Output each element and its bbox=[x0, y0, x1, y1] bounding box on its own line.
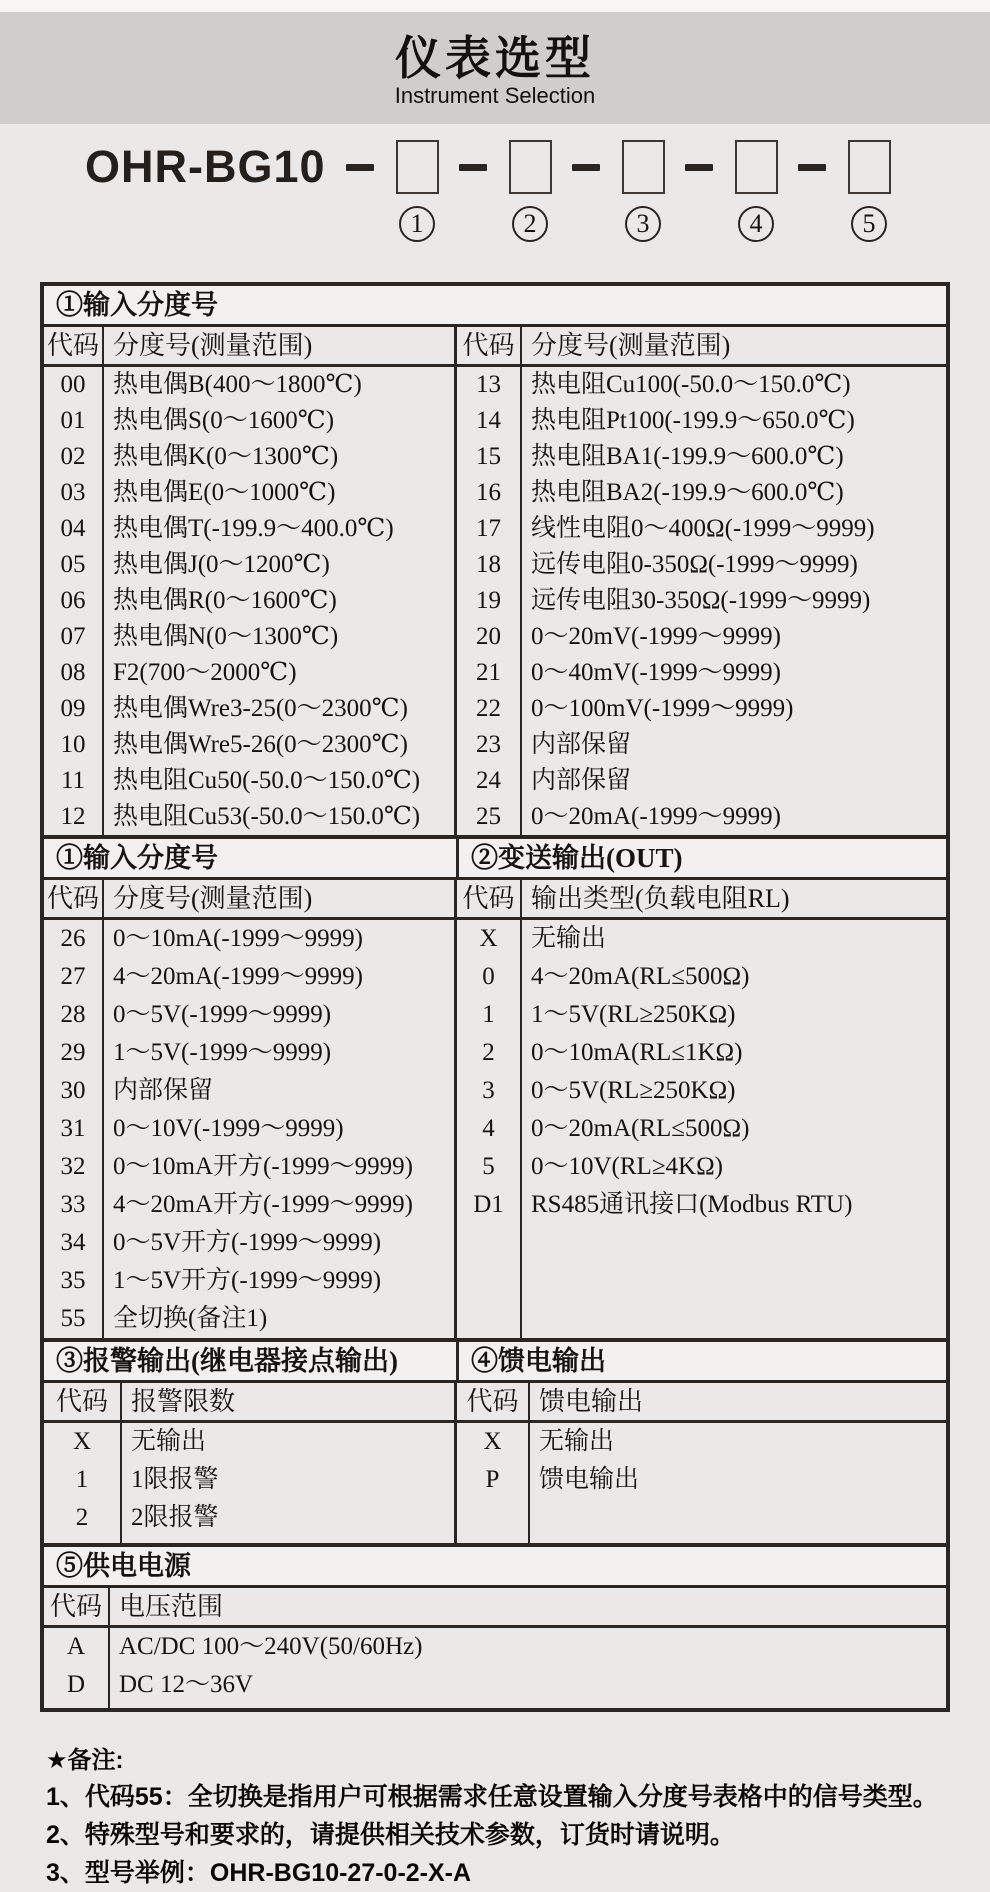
desc-cell: 热电偶R(0～1600℃) bbox=[113, 587, 337, 614]
code-cell: 0 bbox=[482, 963, 495, 990]
code-cell: A bbox=[66, 1633, 86, 1660]
code-cell: 2 bbox=[482, 1039, 495, 1066]
code-cell: 10 bbox=[60, 731, 86, 758]
code-cell: X bbox=[483, 1428, 502, 1455]
model-segment bbox=[439, 140, 552, 242]
desc-column bbox=[520, 920, 946, 1338]
code-box bbox=[509, 140, 552, 194]
code-cell: 3 bbox=[482, 1077, 495, 1104]
desc-cell: 内部保留 bbox=[531, 731, 632, 758]
code-cell: 06 bbox=[60, 587, 86, 614]
desc-cell: 热电阻BA1(-199.9～600.0℃) bbox=[531, 443, 844, 470]
desc-cell: 热电阻BA2(-199.9～600.0℃) bbox=[531, 479, 844, 506]
desc-cell: 4～20mA开方(-1999～9999) bbox=[113, 1191, 413, 1218]
model-slot-5 bbox=[848, 140, 891, 242]
note-item-1: 1、代码55：全切换是指用户可根据需求任意设置输入分度号表格中的信号类型。 bbox=[46, 1783, 938, 1811]
desc-cell: 远传电阻30-350Ω(-1999～9999) bbox=[531, 587, 871, 614]
desc-cell: 馈电输出 bbox=[539, 1466, 640, 1493]
header-row bbox=[44, 1588, 946, 1628]
desc-header: 分度号(测量范围) bbox=[520, 327, 946, 364]
code-cell: 28 bbox=[60, 1001, 86, 1028]
desc-cell: 热电阻Cu53(-50.0～150.0℃) bbox=[113, 803, 421, 830]
code-cell: P bbox=[485, 1466, 500, 1493]
code-cell: 15 bbox=[476, 443, 501, 470]
code-cell: 5 bbox=[482, 1153, 495, 1180]
desc-cell: 2限报警 bbox=[131, 1504, 219, 1531]
model-segment bbox=[326, 140, 439, 242]
desc-column bbox=[102, 367, 454, 835]
desc-cell: 1～5V开方(-1999～9999) bbox=[113, 1267, 382, 1294]
desc-cell: 热电偶N(0～1300℃) bbox=[113, 623, 339, 650]
code-header: 代码 bbox=[49, 1592, 102, 1621]
code-cell: 02 bbox=[60, 443, 86, 470]
code-cell: 55 bbox=[60, 1305, 86, 1332]
page-title: 仪表选型 bbox=[395, 32, 595, 84]
desc-column bbox=[520, 367, 946, 835]
position-circle-2: 2 bbox=[512, 206, 548, 242]
desc-cell: 热电阻Cu100(-50.0～150.0℃) bbox=[531, 371, 851, 398]
model-slot-2 bbox=[509, 140, 552, 242]
code-cell: 30 bbox=[60, 1077, 86, 1104]
desc-header: 分度号(测量范围) bbox=[102, 327, 454, 364]
desc-cell: 热电阻Pt100(-199.9～650.0℃) bbox=[531, 407, 855, 434]
dash-separator bbox=[459, 164, 487, 171]
code-box bbox=[622, 140, 665, 194]
desc-cell: 热电偶K(0～1300℃) bbox=[113, 443, 339, 470]
code-cell: 32 bbox=[60, 1153, 86, 1180]
desc-cell: 热电偶Wre5-26(0～2300℃) bbox=[113, 731, 408, 758]
desc-header: 输出类型(负载电阻RL) bbox=[520, 880, 946, 917]
section-title-row bbox=[44, 1342, 946, 1383]
code-column bbox=[454, 920, 520, 1338]
desc-cell: 0～10mA(-1999～9999) bbox=[113, 925, 363, 952]
page-subtitle: Instrument Selection bbox=[394, 83, 596, 108]
desc-cell: 全切换(备注1) bbox=[113, 1305, 268, 1332]
code-header: 代码 bbox=[454, 327, 520, 364]
desc-cell: 0～10V(RL≥4KΩ) bbox=[531, 1153, 724, 1180]
note-item-3: 3、型号举例：OHR-BG10-27-0-2-X-A bbox=[46, 1859, 472, 1887]
code-cell: 24 bbox=[476, 767, 501, 794]
section-input-codes-1 bbox=[44, 286, 946, 835]
code-header: 代码 bbox=[454, 1383, 528, 1420]
model-segment bbox=[778, 140, 891, 242]
desc-header: 馈电输出 bbox=[528, 1383, 946, 1420]
code-box bbox=[735, 140, 778, 194]
section-title-right: ④馈电输出 bbox=[456, 1342, 946, 1380]
model-segment bbox=[665, 140, 778, 242]
section-body bbox=[44, 1423, 946, 1543]
desc-cell: 0～20mV(-1999～9999) bbox=[531, 623, 781, 650]
code-cell: 4 bbox=[482, 1115, 495, 1142]
code-cell: 25 bbox=[476, 803, 501, 830]
desc-cell: 1限报警 bbox=[131, 1466, 219, 1493]
section-title-right: ②变送输出(OUT) bbox=[456, 839, 946, 877]
desc-cell: 4～20mA(RL≤500Ω) bbox=[531, 963, 750, 990]
dash-separator bbox=[798, 164, 826, 171]
section-title: ①输入分度号 bbox=[44, 286, 946, 327]
desc-cell: 0～100mV(-1999～9999) bbox=[531, 695, 794, 722]
desc-cell: 0～5V(-1999～9999) bbox=[113, 1001, 332, 1028]
model-slot-3 bbox=[622, 140, 665, 242]
model-slot-1 bbox=[396, 140, 439, 242]
code-cell: 19 bbox=[476, 587, 501, 614]
desc-cell: 热电阻Cu50(-50.0～150.0℃) bbox=[113, 767, 421, 794]
code-cell: 03 bbox=[60, 479, 86, 506]
desc-header: 电压范围 bbox=[108, 1588, 946, 1625]
section-body bbox=[44, 1628, 946, 1708]
header-band bbox=[0, 12, 990, 124]
section-power-supply bbox=[44, 1543, 946, 1708]
code-cell: 14 bbox=[476, 407, 501, 434]
desc-cell: 热电偶E(0～1000℃) bbox=[113, 479, 336, 506]
desc-header: 报警限数 bbox=[120, 1383, 454, 1420]
section-title-left: ①输入分度号 bbox=[56, 843, 218, 873]
desc-cell: 无输出 bbox=[539, 1428, 615, 1455]
desc-cell: 1～5V(RL≥250KΩ) bbox=[531, 1001, 736, 1028]
dash-separator bbox=[346, 164, 374, 171]
desc-cell: 0～5V(RL≥250KΩ) bbox=[531, 1077, 736, 1104]
code-cell: 2 bbox=[75, 1504, 89, 1531]
dash-separator bbox=[572, 164, 600, 171]
code-cell: 08 bbox=[60, 659, 86, 686]
section-title-left: ③报警输出(继电器接点输出) bbox=[56, 1346, 398, 1376]
desc-cell: 热电偶T(-199.9～400.0℃) bbox=[113, 515, 394, 542]
desc-cell: AC/DC 100～240V(50/60Hz) bbox=[119, 1633, 423, 1660]
code-cell: 12 bbox=[60, 803, 86, 830]
code-column bbox=[454, 1423, 528, 1543]
section-input-codes-2-and-output bbox=[44, 835, 946, 1338]
position-circle-3: 3 bbox=[625, 206, 661, 242]
code-cell: 26 bbox=[60, 925, 86, 952]
code-box bbox=[396, 140, 439, 194]
code-cell: 05 bbox=[60, 551, 86, 578]
section-body bbox=[44, 920, 946, 1338]
code-column bbox=[44, 920, 102, 1338]
code-column bbox=[454, 367, 520, 835]
desc-cell: 热电偶S(0～1600℃) bbox=[113, 407, 335, 434]
header-row bbox=[44, 880, 946, 920]
desc-column bbox=[102, 920, 454, 1338]
code-cell: 21 bbox=[476, 659, 501, 686]
position-circle-5: 5 bbox=[851, 206, 887, 242]
header-row bbox=[44, 1383, 946, 1423]
code-cell: 31 bbox=[60, 1115, 86, 1142]
code-cell: 1 bbox=[482, 1001, 495, 1028]
section-body bbox=[44, 367, 946, 835]
code-column bbox=[44, 367, 102, 835]
section-title-row bbox=[44, 839, 946, 880]
desc-cell: 无输出 bbox=[131, 1428, 207, 1455]
notes-title: ★备注: bbox=[46, 1747, 124, 1774]
desc-cell: 0～20mA(-1999～9999) bbox=[531, 803, 781, 830]
desc-cell: 内部保留 bbox=[113, 1077, 214, 1104]
desc-cell: 热电偶J(0～1200℃) bbox=[113, 551, 330, 578]
desc-cell: RS485通讯接口(Modbus RTU) bbox=[531, 1191, 853, 1218]
code-cell: 17 bbox=[476, 515, 501, 542]
section-alarm-and-feed bbox=[44, 1338, 946, 1543]
position-circle-1: 1 bbox=[399, 206, 435, 242]
code-cell: 27 bbox=[60, 963, 86, 990]
notes bbox=[46, 1744, 950, 1892]
code-cell: D1 bbox=[473, 1191, 504, 1218]
desc-header: 分度号(测量范围) bbox=[102, 880, 454, 917]
code-cell: 04 bbox=[60, 515, 86, 542]
model-slot-4 bbox=[735, 140, 778, 242]
desc-cell: 线性电阻0～400Ω(-1999～9999) bbox=[531, 515, 875, 542]
code-cell: 29 bbox=[60, 1039, 86, 1066]
desc-cell: 1～5V(-1999～9999) bbox=[113, 1039, 332, 1066]
code-cell: 09 bbox=[60, 695, 86, 722]
selection-table bbox=[40, 282, 950, 1712]
model-prefix: OHR-BG10 bbox=[85, 141, 326, 192]
note-item-2: 2、特殊型号和要求的，请提供相关技术参数，订货时请说明。 bbox=[46, 1821, 735, 1849]
code-header: 代码 bbox=[454, 880, 520, 917]
model-code-line bbox=[85, 140, 990, 262]
desc-cell: F2(700～2000℃) bbox=[113, 659, 297, 686]
code-cell: X bbox=[479, 925, 498, 952]
code-cell: 23 bbox=[476, 731, 501, 758]
code-cell: 07 bbox=[60, 623, 86, 650]
code-header: 代码 bbox=[46, 331, 99, 360]
code-cell: 35 bbox=[60, 1267, 86, 1294]
desc-column bbox=[108, 1628, 946, 1708]
code-cell: 1 bbox=[75, 1466, 89, 1493]
code-cell: 18 bbox=[476, 551, 501, 578]
code-cell: 34 bbox=[60, 1229, 86, 1256]
code-cell: 33 bbox=[60, 1191, 86, 1218]
desc-cell: 无输出 bbox=[531, 925, 607, 952]
desc-cell: 0～20mA(RL≤500Ω) bbox=[531, 1115, 750, 1142]
desc-cell: 热电偶B(400～1800℃) bbox=[113, 371, 362, 398]
desc-cell: 0～5V开方(-1999～9999) bbox=[113, 1229, 382, 1256]
desc-cell: 0～10mA开方(-1999～9999) bbox=[113, 1153, 413, 1180]
desc-cell: 4～20mA(-1999～9999) bbox=[113, 963, 363, 990]
code-cell: D bbox=[66, 1671, 86, 1698]
desc-cell: 0～10mA(RL≤1KΩ) bbox=[531, 1039, 743, 1066]
code-cell: 00 bbox=[60, 371, 86, 398]
top-strip bbox=[0, 0, 990, 12]
desc-column bbox=[528, 1423, 946, 1543]
code-cell: 01 bbox=[60, 407, 86, 434]
code-cell: 13 bbox=[476, 371, 501, 398]
desc-column bbox=[120, 1423, 454, 1543]
desc-cell: 0～10V(-1999～9999) bbox=[113, 1115, 344, 1142]
code-header: 代码 bbox=[46, 884, 99, 913]
desc-cell: 远传电阻0-350Ω(-1999～9999) bbox=[531, 551, 858, 578]
code-header: 代码 bbox=[55, 1387, 108, 1416]
code-column bbox=[44, 1628, 108, 1708]
position-circle-4: 4 bbox=[738, 206, 774, 242]
code-cell: 22 bbox=[476, 695, 501, 722]
model-segment bbox=[552, 140, 665, 242]
dash-separator bbox=[685, 164, 713, 171]
code-box bbox=[848, 140, 891, 194]
code-column bbox=[44, 1423, 120, 1543]
code-cell: X bbox=[72, 1428, 92, 1455]
code-cell: 20 bbox=[476, 623, 501, 650]
desc-cell: 热电偶Wre3-25(0～2300℃) bbox=[113, 695, 408, 722]
header-row bbox=[44, 327, 946, 367]
code-cell: 16 bbox=[476, 479, 501, 506]
desc-cell: DC 12～36V bbox=[119, 1671, 254, 1698]
code-cell: 11 bbox=[60, 767, 86, 794]
section-title: ⑤供电电源 bbox=[44, 1547, 946, 1588]
desc-cell: 内部保留 bbox=[531, 767, 632, 794]
desc-cell: 0～40mV(-1999～9999) bbox=[531, 659, 781, 686]
